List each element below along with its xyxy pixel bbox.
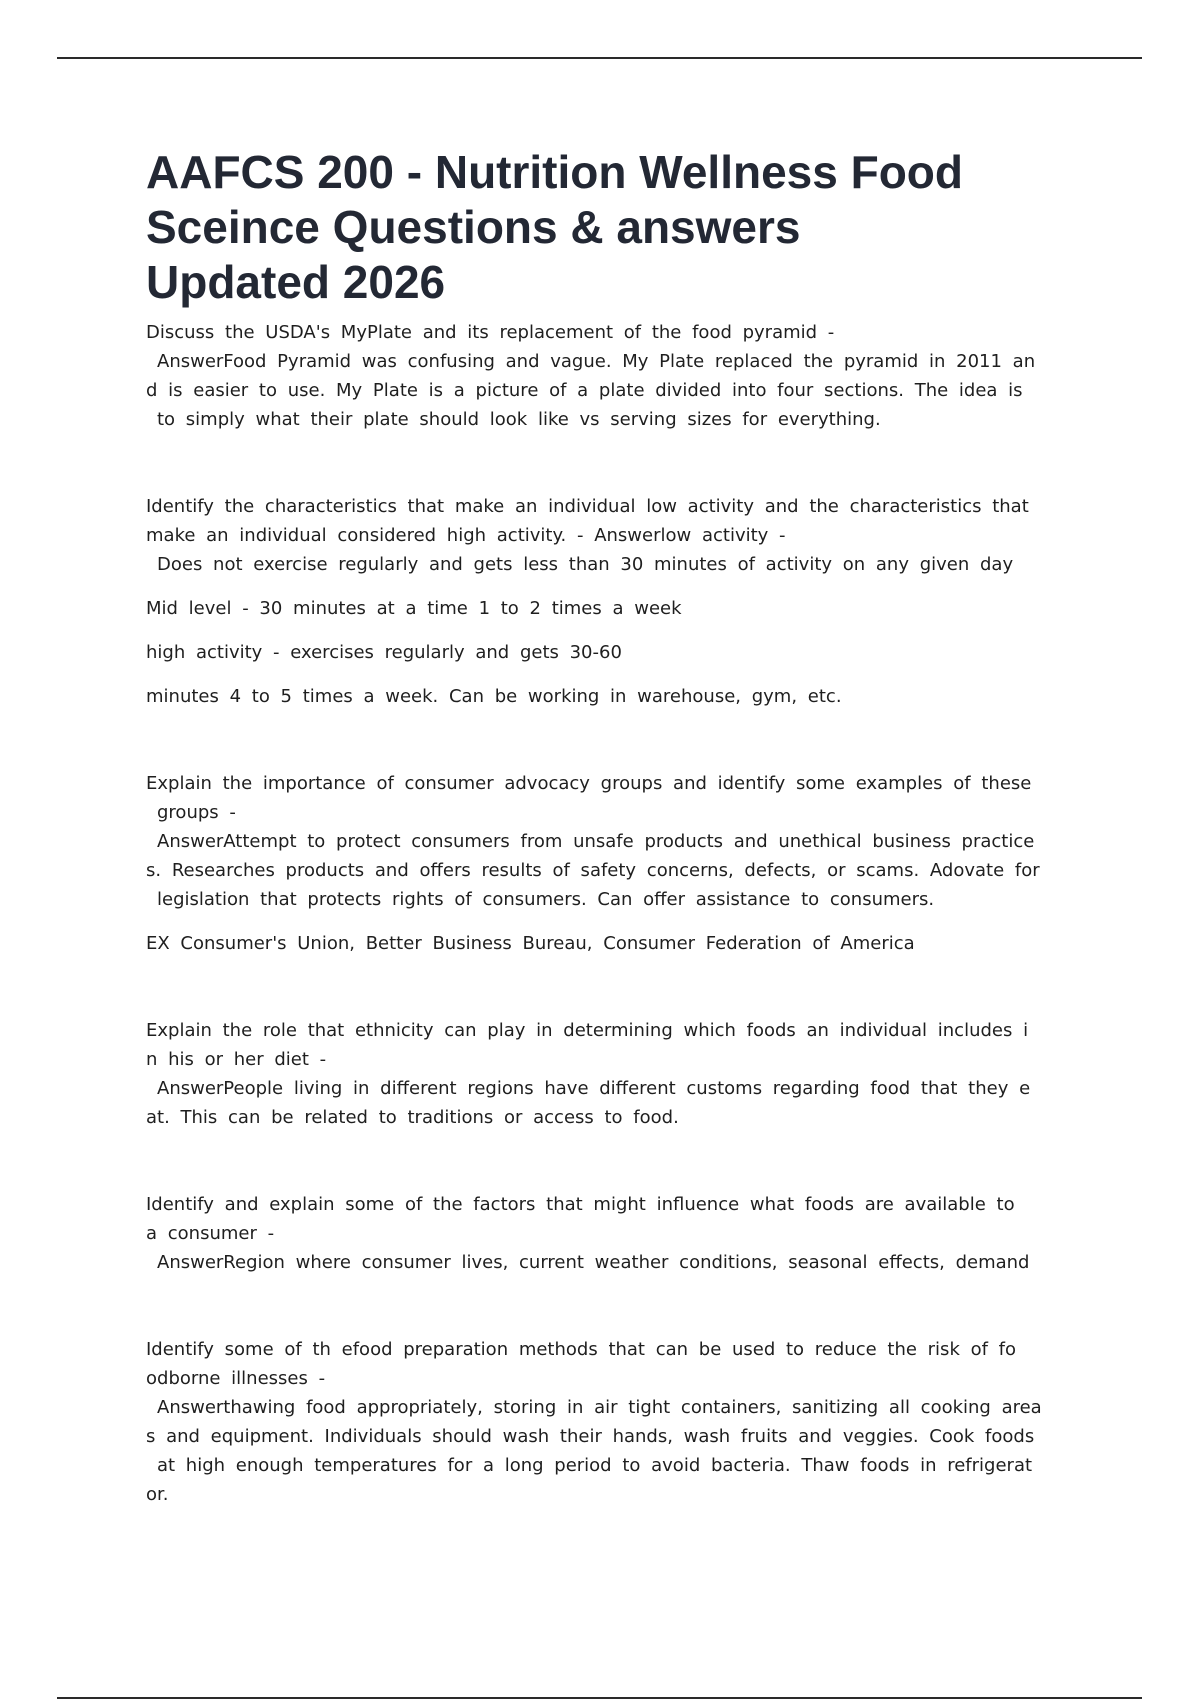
answer-line: at high enough temperatures for a long period to avoid bacteria. Thaw foods in refrigerat bbox=[157, 1455, 1033, 1476]
question-line: Identify some of th efood preparation methods that can be used to reduce the risk of fo bbox=[146, 1339, 1017, 1360]
qa-item-activity bbox=[146, 492, 1061, 579]
answer-line: or. bbox=[146, 1484, 169, 1505]
qa-item-availability bbox=[146, 1190, 1061, 1277]
answer-line: s. Researches products and offers results of safety concerns, defects, or scams. Adovate for bbox=[146, 860, 1040, 881]
answer-line: Answerthawing food appropriately, storing in air tight containers, sanitizing all cooking area bbox=[157, 1397, 1042, 1418]
question-line: groups - bbox=[157, 802, 236, 823]
answer-paragraph bbox=[146, 638, 1061, 667]
question-line: Identify and explain some of the factors that might influence what foods are available to bbox=[146, 1194, 1015, 1215]
question-line: Explain the role that ethnicity can play in determining which foods an individual includes i bbox=[146, 1020, 1029, 1041]
title-line: Sceince Questions & answers bbox=[146, 201, 801, 253]
answer-paragraph bbox=[146, 682, 1061, 711]
qa-item-ethnicity bbox=[146, 1016, 1061, 1132]
answer-line: at. This can be related to traditions or access to food. bbox=[146, 1107, 679, 1128]
answer-paragraph bbox=[146, 929, 1061, 958]
bottom-rule bbox=[57, 1697, 1142, 1699]
question-line: Discuss the USDA's MyPlate and its replacement of the food pyramid - bbox=[146, 322, 835, 343]
answer-line: d is easier to use. My Plate is a picture of a plate divided into four sections. The idea is bbox=[146, 380, 1023, 401]
question-line: odborne illnesses - bbox=[146, 1368, 326, 1389]
question-line: a consumer - bbox=[146, 1223, 275, 1244]
document-title bbox=[146, 145, 1061, 310]
answer-line: legislation that protects rights of consumers. Can offer assistance to consumers. bbox=[157, 889, 935, 910]
answer-line: high activity - exercises regularly and gets 30-60 bbox=[146, 642, 622, 663]
title-line: AAFCS 200 - Nutrition Wellness Food bbox=[146, 146, 963, 198]
document-body bbox=[146, 145, 1061, 1509]
answer-line: Does not exercise regularly and gets less than 30 minutes of activity on any given day bbox=[157, 554, 1014, 575]
answer-line: AnswerPeople living in different regions have different customs regarding food that they e bbox=[157, 1078, 1031, 1099]
question-line: Explain the importance of consumer advocacy groups and identify some examples of these bbox=[146, 773, 1032, 794]
title-line: Updated 2026 bbox=[146, 256, 446, 308]
question-line: make an individual considered high activity. - Answerlow activity - bbox=[146, 525, 786, 546]
answer-line: EX Consumer's Union, Better Business Bureau, Consumer Federation of America bbox=[146, 933, 915, 954]
qa-item-advocacy bbox=[146, 769, 1061, 914]
question-line: Identify the characteristics that make an individual low activity and the characteristics that bbox=[146, 496, 1029, 517]
answer-line: AnswerAttempt to protect consumers from unsafe products and unethical business practice bbox=[157, 831, 1035, 852]
answer-line: AnswerFood Pyramid was confusing and vague. My Plate replaced the pyramid in 2011 an bbox=[157, 351, 1036, 372]
answer-line: s and equipment. Individuals should wash their hands, wash fruits and veggies. Cook foods bbox=[146, 1426, 1035, 1447]
top-rule bbox=[57, 57, 1142, 59]
qa-item-myplate bbox=[146, 318, 1061, 434]
answer-line: AnswerRegion where consumer lives, current weather conditions, seasonal effects, demand bbox=[157, 1252, 1030, 1273]
qa-item-food-safety bbox=[146, 1335, 1061, 1509]
question-line: n his or her diet - bbox=[146, 1049, 327, 1070]
answer-line: minutes 4 to 5 times a week. Can be working in warehouse, gym, etc. bbox=[146, 686, 842, 707]
answer-paragraph bbox=[146, 594, 1061, 623]
answer-line: to simply what their plate should look like vs serving sizes for everything. bbox=[157, 409, 881, 430]
answer-line: Mid level - 30 minutes at a time 1 to 2 times a week bbox=[146, 598, 682, 619]
